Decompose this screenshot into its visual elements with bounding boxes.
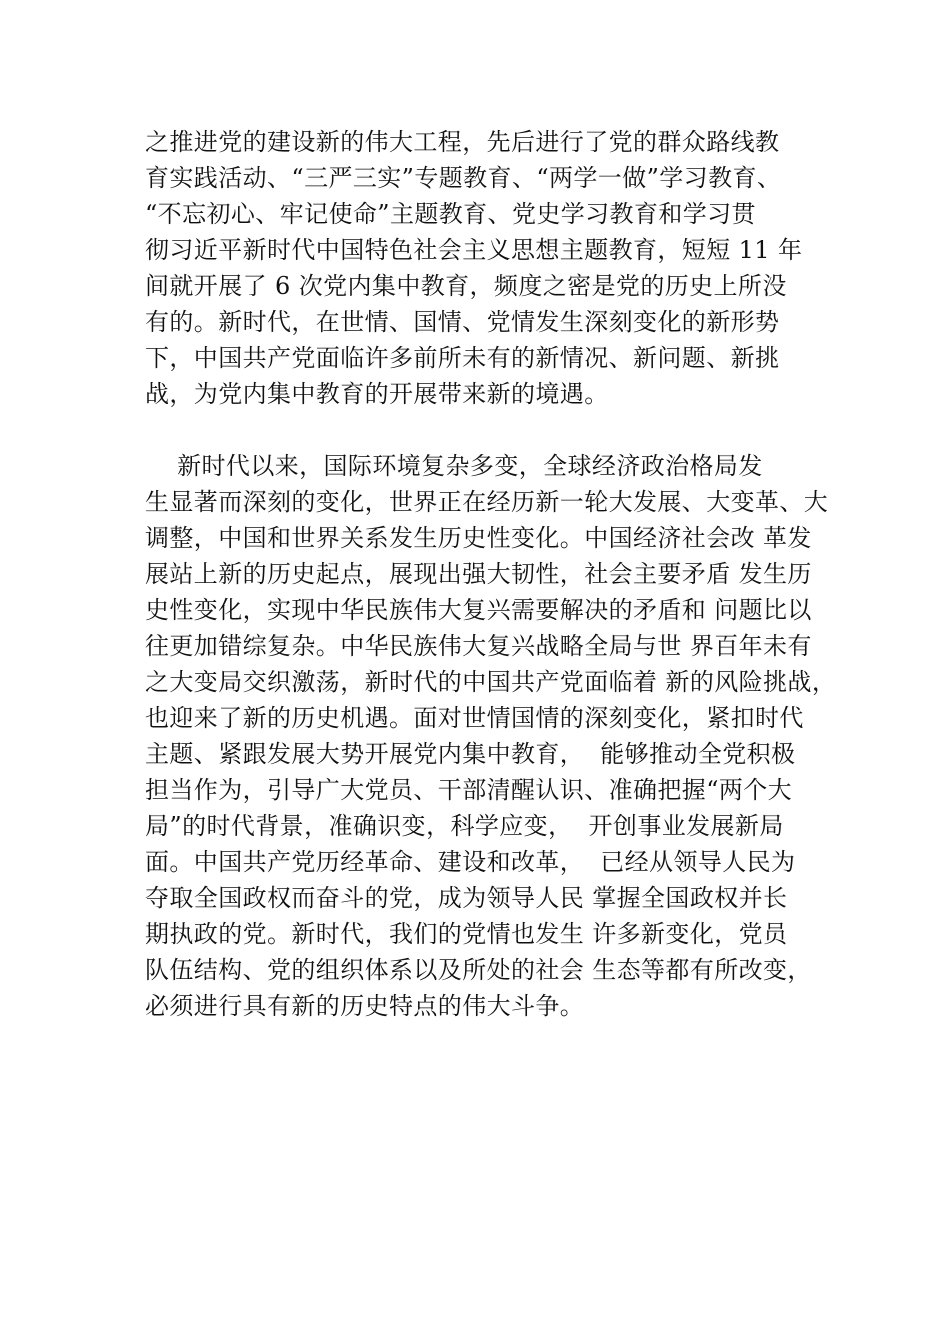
text-line: 队伍结构、党的组织体系以及所处的社会 生态等都有所改变， xyxy=(145,956,812,984)
paragraph-1 xyxy=(145,124,845,412)
paragraph-2 xyxy=(145,448,845,1024)
text-line: 下，中国共产党面临许多前所未有的新情况、新问题、新挑 xyxy=(145,344,780,372)
text-line: 期执政的党。新时代，我们的党情也发生 许多新变化，党员 xyxy=(145,920,788,948)
text-line: 史性变化，实现中华民族伟大复兴需要解决的矛盾和 问题比以 xyxy=(145,596,812,624)
text-line: 调整，中国和世界关系发生历史性变化。中国经济社会改 革发 xyxy=(145,524,812,552)
text-line: 育实践活动、“三严三实”专题教育、“两学一做”学习教育、 xyxy=(145,164,782,192)
text-line: 有的。新时代，在世情、国情、党情发生深刻变化的新形势 xyxy=(145,308,780,336)
text-line: 之推进党的建设新的伟大工程，先后进行了党的群众路线教 xyxy=(145,128,780,156)
text-line: 彻习近平新时代中国特色社会主义思想主题教育，短短 11 年 xyxy=(145,236,803,264)
text-line: 也迎来了新的历史机遇。面对世情国情的深刻变化，紧扣时代 xyxy=(145,704,804,732)
text-line: 主题、紧跟发展大势开展党内集中教育， 能够推动全党积极 xyxy=(145,740,796,768)
text-line: 生显著而深刻的变化，世界正在经历新一轮大发展、大变革、大 xyxy=(145,488,829,516)
text-line: 面。中国共产党历经革命、建设和改革， 已经从领导人民为 xyxy=(145,848,796,876)
text-line: 往更加错综复杂。中华民族伟大复兴战略全局与世 界百年未有 xyxy=(145,632,812,660)
text-line: 局”的时代背景，准确识变，科学应变， 开创事业发展新局 xyxy=(145,812,784,840)
text-line: 战，为党内集中教育的开展带来新的境遇。 xyxy=(145,380,609,408)
text-line: “不忘初心、牢记使命”主题教育、党史学习教育和学习贯 xyxy=(145,200,756,228)
text-line: 之大变局交织激荡，新时代的中国共产党面临着 新的风险挑战， xyxy=(145,668,837,696)
text-line: 必须进行具有新的历史特点的伟大斗争。 xyxy=(145,992,585,1020)
text-line: 展站上新的历史起点，展现出强大韧性，社会主要矛盾 发生历 xyxy=(145,560,812,588)
text-line: 新时代以来，国际环境复杂多变，全球经济政治格局发 xyxy=(145,452,763,480)
text-line: 夺取全国政权而奋斗的党，成为领导人民 掌握全国政权并长 xyxy=(145,884,788,912)
text-line: 担当作为，引导广大党员、干部清醒认识、准确把握“两个大 xyxy=(145,776,793,804)
text-line: 间就开展了 6 次党内集中教育，频度之密是党的历史上所没 xyxy=(145,272,787,300)
